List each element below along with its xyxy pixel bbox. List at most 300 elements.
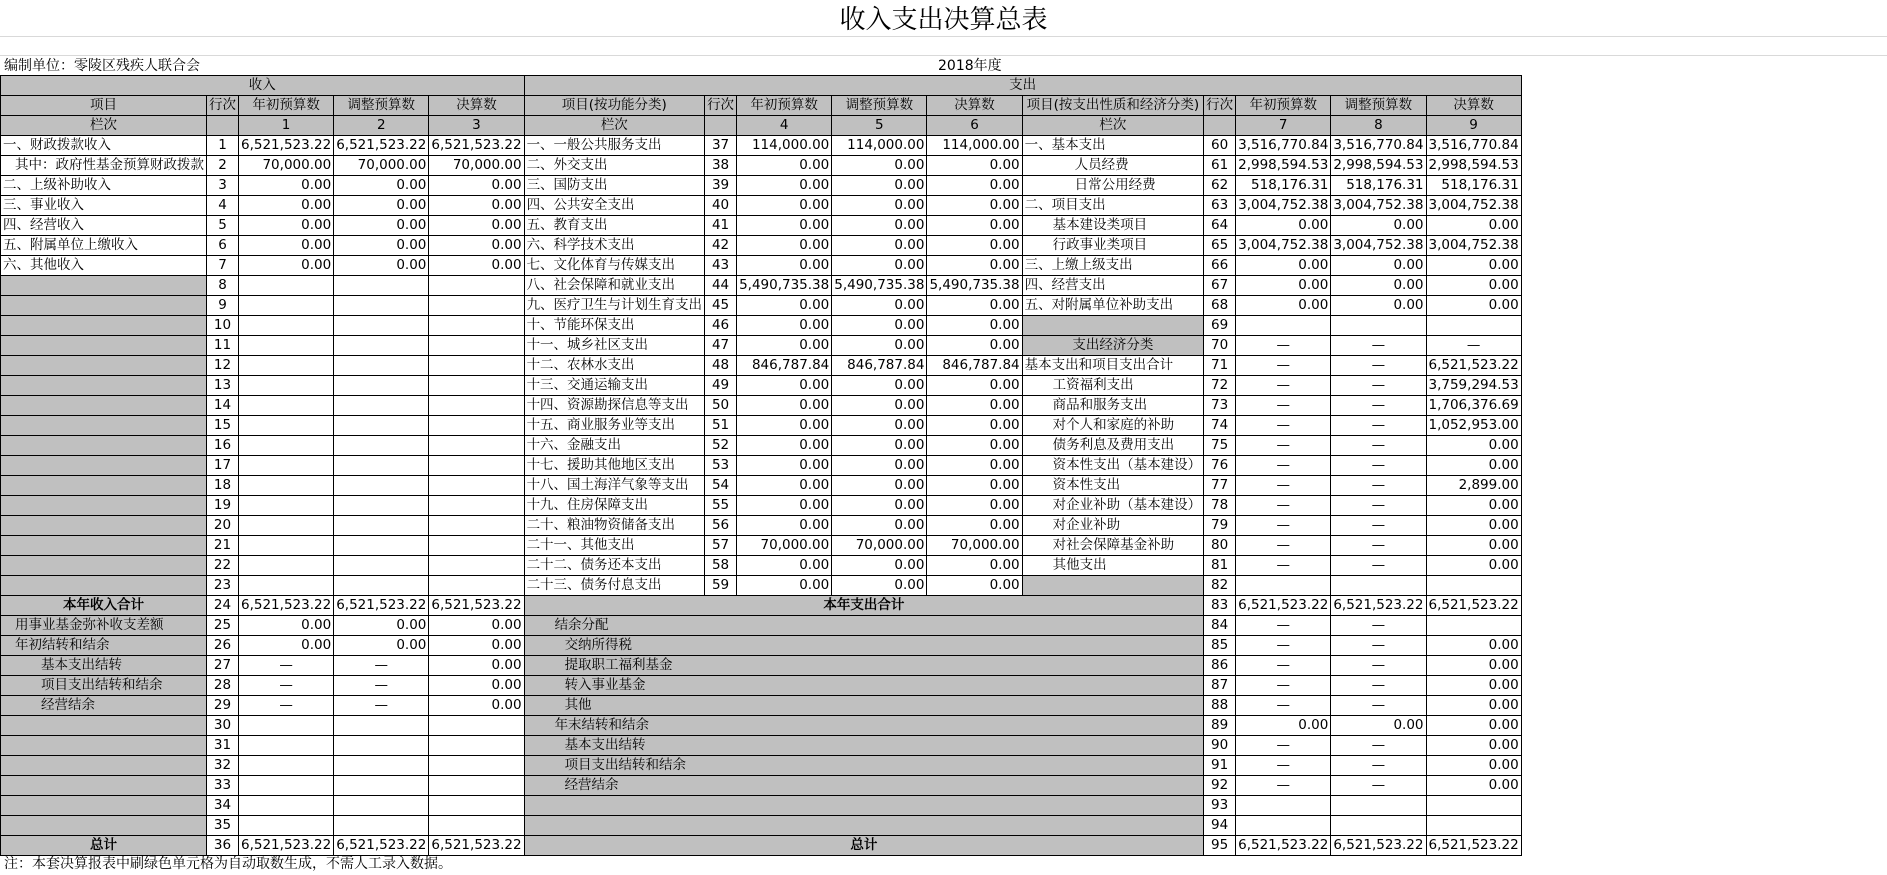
amount-cell: 0.00 [927, 336, 1022, 356]
amount-cell: — [1331, 516, 1426, 536]
table-row [1, 556, 1522, 576]
col-final: 决算数 [429, 96, 524, 116]
amount-cell: 0.00 [429, 656, 524, 676]
amount-cell: — [1331, 636, 1426, 656]
table-row [1, 676, 1522, 696]
col-row-blank [1204, 116, 1236, 136]
amount-cell [334, 436, 429, 456]
amount-cell [239, 716, 334, 736]
amount-cell: — [1331, 656, 1426, 676]
table-row [1, 176, 1522, 196]
row-number: 90 [1204, 736, 1236, 756]
amount-cell: — [1331, 556, 1426, 576]
row-number: 61 [1204, 156, 1236, 176]
item-cell [1, 376, 207, 396]
amount-cell: — [1236, 476, 1331, 496]
amount-cell: 0.00 [927, 456, 1022, 476]
col-budget-init: 年初预算数 [1236, 96, 1331, 116]
row-number: 88 [1204, 696, 1236, 716]
col-num: 2 [334, 116, 429, 136]
row-number: 60 [1204, 136, 1236, 156]
item-cell: 基本支出和项目支出合计 [1022, 356, 1204, 376]
amount-cell: 0.00 [832, 576, 927, 596]
item-cell: 二、上级补助收入 [1, 176, 207, 196]
col-row: 行次 [1204, 96, 1236, 116]
amount-cell: — [1236, 396, 1331, 416]
amount-cell: 0.00 [429, 696, 524, 716]
table-row [1, 136, 1522, 156]
amount-cell: 2,998,594.53 [1236, 156, 1331, 176]
amount-cell: 3,004,752.38 [1331, 236, 1426, 256]
row-number: 10 [207, 316, 239, 336]
amount-cell: 6,521,523.22 [239, 136, 334, 156]
item-cell [1, 276, 207, 296]
item-cell [1, 356, 207, 376]
row-number: 92 [1204, 776, 1236, 796]
col-final: 决算数 [1426, 96, 1521, 116]
amount-cell: 6,521,523.22 [1236, 596, 1331, 616]
item-cell [1, 316, 207, 336]
item-cell: 十、节能环保支出 [524, 316, 705, 336]
amount-cell [239, 436, 334, 456]
row-number: 27 [207, 656, 239, 676]
amount-cell: — [239, 696, 334, 716]
amount-cell: 3,516,770.84 [1236, 136, 1331, 156]
amount-cell: — [1236, 676, 1331, 696]
amount-cell: — [1236, 416, 1331, 436]
amount-cell: 6,521,523.22 [239, 836, 334, 856]
row-number: 48 [705, 356, 737, 376]
item-cell: 用事业基金弥补收支差额 [1, 616, 207, 636]
amount-cell [239, 796, 334, 816]
row-number: 2 [207, 156, 239, 176]
amount-cell: 114,000.00 [832, 136, 927, 156]
item-cell: 年初结转和结余 [1, 636, 207, 656]
amount-cell: 0.00 [334, 236, 429, 256]
item-cell: 工资福利支出 [1022, 376, 1204, 396]
amount-cell: 0.00 [429, 256, 524, 276]
amount-cell [429, 356, 524, 376]
amount-cell: 518,176.31 [1236, 176, 1331, 196]
report-year: 2018年度 [938, 58, 1002, 74]
amount-cell: 0.00 [737, 416, 832, 436]
item-cell [1, 476, 207, 496]
amount-cell: — [1331, 476, 1426, 496]
amount-cell [334, 336, 429, 356]
row-number: 50 [705, 396, 737, 416]
amount-cell: 0.00 [927, 516, 1022, 536]
col-label: 栏次 [1022, 116, 1204, 136]
amount-cell: — [1331, 436, 1426, 456]
col-row-blank [705, 116, 737, 136]
row-number: 57 [705, 536, 737, 556]
amount-cell [239, 516, 334, 536]
amount-cell: 0.00 [832, 556, 927, 576]
amount-cell: 846,787.84 [737, 356, 832, 376]
amount-cell: 0.00 [737, 516, 832, 536]
item-cell: 六、科学技术支出 [524, 236, 705, 256]
item-cell: 四、公共安全支出 [524, 196, 705, 216]
amount-cell [429, 316, 524, 336]
row-number: 66 [1204, 256, 1236, 276]
amount-cell: 0.00 [927, 256, 1022, 276]
item-cell: 商品和服务支出 [1022, 396, 1204, 416]
item-cell [1022, 316, 1204, 336]
table-row [1, 496, 1522, 516]
row-number: 24 [207, 596, 239, 616]
row-number: 41 [705, 216, 737, 236]
amount-cell: 0.00 [1426, 456, 1521, 476]
amount-cell [334, 796, 429, 816]
amount-cell: — [1331, 676, 1426, 696]
col-num: 7 [1236, 116, 1331, 136]
item-cell [1, 776, 207, 796]
amount-cell: 6,521,523.22 [334, 836, 429, 856]
table-row [1, 196, 1522, 216]
amount-cell: 114,000.00 [737, 136, 832, 156]
row-number: 91 [1204, 756, 1236, 776]
amount-cell: — [1236, 696, 1331, 716]
item-cell [1, 756, 207, 776]
amount-cell: 0.00 [832, 196, 927, 216]
amount-cell [239, 356, 334, 376]
row-number: 82 [1204, 576, 1236, 596]
row-number: 38 [705, 156, 737, 176]
report-title: 收入支出决算总表 [839, 5, 1048, 35]
col-num: 5 [832, 116, 927, 136]
amount-cell: 0.00 [737, 296, 832, 316]
amount-cell: — [1236, 636, 1331, 656]
item-cell: 提取职工福利基金 [524, 656, 1204, 676]
amount-cell: 0.00 [737, 236, 832, 256]
row-number: 73 [1204, 396, 1236, 416]
amount-cell [334, 736, 429, 756]
col-budget-init: 年初预算数 [239, 96, 334, 116]
amount-cell [1331, 796, 1426, 816]
amount-cell: 0.00 [737, 436, 832, 456]
amount-cell: 6,521,523.22 [334, 136, 429, 156]
amount-cell [429, 496, 524, 516]
table-row [1, 376, 1522, 396]
row-number: 22 [207, 556, 239, 576]
amount-cell: 0.00 [1426, 556, 1521, 576]
item-cell: 十一、城乡社区支出 [524, 336, 705, 356]
amount-cell: 0.00 [832, 436, 927, 456]
item-cell: 日常公用经费 [1022, 176, 1204, 196]
col-final: 决算数 [927, 96, 1022, 116]
item-cell: 四、经营收入 [1, 216, 207, 236]
item-cell: 支出经济分类 [1022, 336, 1204, 356]
amount-cell: 0.00 [1426, 536, 1521, 556]
amount-cell [1331, 816, 1426, 836]
amount-cell [239, 316, 334, 336]
amount-cell: 0.00 [927, 476, 1022, 496]
amount-cell: 0.00 [334, 196, 429, 216]
amount-cell [239, 376, 334, 396]
item-cell [1, 396, 207, 416]
amount-cell: 0.00 [737, 396, 832, 416]
amount-cell [429, 296, 524, 316]
row-number: 95 [1204, 836, 1236, 856]
col-row: 行次 [705, 96, 737, 116]
item-cell: 其他 [524, 696, 1204, 716]
amount-cell: 0.00 [832, 296, 927, 316]
row-number: 19 [207, 496, 239, 516]
amount-cell: 0.00 [1426, 436, 1521, 456]
item-cell: 三、事业收入 [1, 196, 207, 216]
amount-cell: 0.00 [927, 556, 1022, 576]
amount-cell: 0.00 [832, 216, 927, 236]
amount-cell [334, 276, 429, 296]
grand-income-label: 总计 [1, 836, 207, 856]
item-cell: 结余分配 [524, 616, 1204, 636]
col-num: 1 [239, 116, 334, 136]
amount-cell [1236, 316, 1331, 336]
amount-cell [239, 296, 334, 316]
item-cell [1, 816, 207, 836]
table-row [1, 236, 1522, 256]
row-number: 53 [705, 456, 737, 476]
amount-cell: 3,004,752.38 [1426, 236, 1521, 256]
amount-cell: 0.00 [737, 156, 832, 176]
item-cell [1, 336, 207, 356]
amount-cell: 0.00 [1426, 216, 1521, 236]
amount-cell: 0.00 [1426, 676, 1521, 696]
table-row [1, 516, 1522, 536]
row-number: 45 [705, 296, 737, 316]
item-cell: 十三、交通运输支出 [524, 376, 705, 396]
amount-cell: 0.00 [1331, 296, 1426, 316]
amount-cell [239, 556, 334, 576]
amount-cell [429, 456, 524, 476]
item-cell: 十五、商业服务业等支出 [524, 416, 705, 436]
total-income-label: 本年收入合计 [1, 596, 207, 616]
row-number: 69 [1204, 316, 1236, 336]
row-number: 1 [207, 136, 239, 156]
col-num: 9 [1426, 116, 1521, 136]
item-cell: 二十三、债务付息支出 [524, 576, 705, 596]
amount-cell: 0.00 [334, 636, 429, 656]
row-number: 3 [207, 176, 239, 196]
amount-cell: 2,899.00 [1426, 476, 1521, 496]
row-number: 32 [207, 756, 239, 776]
row-number: 31 [207, 736, 239, 756]
amount-cell: 0.00 [927, 396, 1022, 416]
row-number: 40 [705, 196, 737, 216]
amount-cell [1426, 576, 1521, 596]
amount-cell: 0.00 [927, 216, 1022, 236]
item-cell: 经营结余 [524, 776, 1204, 796]
row-number: 20 [207, 516, 239, 536]
amount-cell: 0.00 [239, 196, 334, 216]
amount-cell: 3,004,752.38 [1236, 236, 1331, 256]
item-cell [524, 816, 1204, 836]
col-item: 项目 [1, 96, 207, 116]
amount-cell: 1,052,953.00 [1426, 416, 1521, 436]
col-row: 行次 [207, 96, 239, 116]
amount-cell [334, 556, 429, 576]
amount-cell: 0.00 [429, 216, 524, 236]
amount-cell: 6,521,523.22 [1236, 836, 1331, 856]
item-cell: 基本支出结转 [1, 656, 207, 676]
amount-cell [239, 456, 334, 476]
item-cell: 十四、资源勘探信息等支出 [524, 396, 705, 416]
amount-cell: 6,521,523.22 [334, 596, 429, 616]
amount-cell: 5,490,735.38 [927, 276, 1022, 296]
table-row [1, 396, 1522, 416]
amount-cell: 0.00 [737, 476, 832, 496]
amount-cell: — [1236, 756, 1331, 776]
amount-cell: 0.00 [334, 176, 429, 196]
amount-cell: 6,521,523.22 [429, 136, 524, 156]
amount-cell: 0.00 [737, 456, 832, 476]
row-number: 47 [705, 336, 737, 356]
amount-cell: 0.00 [927, 156, 1022, 176]
amount-cell [239, 396, 334, 416]
amount-cell: 114,000.00 [927, 136, 1022, 156]
amount-cell: 0.00 [832, 336, 927, 356]
amount-cell [239, 336, 334, 356]
amount-cell: 0.00 [239, 176, 334, 196]
item-cell: 一、一般公共服务支出 [524, 136, 705, 156]
row-number: 74 [1204, 416, 1236, 436]
table-row [1, 616, 1522, 636]
row-number: 17 [207, 456, 239, 476]
table-row [1, 796, 1522, 816]
amount-cell [239, 276, 334, 296]
amount-cell: 0.00 [832, 176, 927, 196]
row-number: 16 [207, 436, 239, 456]
amount-cell [239, 496, 334, 516]
item-cell: 项目支出结转和结余 [1, 676, 207, 696]
amount-cell [429, 376, 524, 396]
row-number: 49 [705, 376, 737, 396]
amount-cell: 1,706,376.69 [1426, 396, 1521, 416]
row-number: 23 [207, 576, 239, 596]
amount-cell: 0.00 [1426, 496, 1521, 516]
amount-cell: — [1331, 536, 1426, 556]
item-cell: 十九、住房保障支出 [524, 496, 705, 516]
row-number: 14 [207, 396, 239, 416]
amount-cell: 846,787.84 [927, 356, 1022, 376]
item-cell: 十二、农林水支出 [524, 356, 705, 376]
amount-cell: 0.00 [1236, 256, 1331, 276]
item-cell: 资本性支出 [1022, 476, 1204, 496]
amount-cell: — [1236, 336, 1331, 356]
grand-expense-label: 总计 [524, 836, 1204, 856]
amount-cell: 0.00 [239, 616, 334, 636]
amount-cell: 846,787.84 [832, 356, 927, 376]
row-number: 11 [207, 336, 239, 356]
row-number: 58 [705, 556, 737, 576]
table-row [1, 656, 1522, 676]
row-number: 72 [1204, 376, 1236, 396]
amount-cell [1236, 576, 1331, 596]
item-cell [1, 516, 207, 536]
amount-cell: 0.00 [1236, 276, 1331, 296]
item-cell: 基本建设类项目 [1022, 216, 1204, 236]
amount-cell: 0.00 [1426, 296, 1521, 316]
row-number: 70 [1204, 336, 1236, 356]
amount-cell: 0.00 [832, 156, 927, 176]
amount-cell: — [1236, 736, 1331, 756]
item-cell: 债务利息及费用支出 [1022, 436, 1204, 456]
row-number: 86 [1204, 656, 1236, 676]
amount-cell: — [1331, 736, 1426, 756]
amount-cell [429, 476, 524, 496]
amount-cell: — [1426, 336, 1521, 356]
amount-cell: 6,521,523.22 [1426, 836, 1521, 856]
row-number: 51 [705, 416, 737, 436]
item-cell: 交纳所得税 [524, 636, 1204, 656]
total-expense-label: 本年支出合计 [524, 596, 1204, 616]
amount-cell: 0.00 [1236, 216, 1331, 236]
amount-cell: 0.00 [737, 256, 832, 276]
amount-cell: 0.00 [334, 216, 429, 236]
amount-cell [334, 716, 429, 736]
row-number: 94 [1204, 816, 1236, 836]
amount-cell: 0.00 [1331, 256, 1426, 276]
amount-cell: 0.00 [737, 176, 832, 196]
item-cell: 五、教育支出 [524, 216, 705, 236]
row-number: 5 [207, 216, 239, 236]
item-cell: 二十二、债务还本支出 [524, 556, 705, 576]
row-number: 46 [705, 316, 737, 336]
row-number: 59 [705, 576, 737, 596]
amount-cell: 6,521,523.22 [1426, 356, 1521, 376]
amount-cell: 0.00 [927, 436, 1022, 456]
amount-cell: — [1331, 696, 1426, 716]
amount-cell [334, 776, 429, 796]
amount-cell: 0.00 [334, 616, 429, 636]
amount-cell: 70,000.00 [737, 536, 832, 556]
amount-cell: 0.00 [429, 236, 524, 256]
amount-cell [334, 816, 429, 836]
row-number: 89 [1204, 716, 1236, 736]
row-number: 81 [1204, 556, 1236, 576]
amount-cell: 0.00 [737, 336, 832, 356]
amount-cell [239, 756, 334, 776]
item-cell: 人员经费 [1022, 156, 1204, 176]
item-cell: 对企业补助（基本建设） [1022, 496, 1204, 516]
amount-cell: — [334, 676, 429, 696]
amount-cell: — [1236, 376, 1331, 396]
col-row-blank [207, 116, 239, 136]
amount-cell: 0.00 [1426, 516, 1521, 536]
amount-cell [1426, 796, 1521, 816]
col-budget-init: 年初预算数 [737, 96, 832, 116]
amount-cell: — [239, 656, 334, 676]
amount-cell: 0.00 [239, 236, 334, 256]
table-row [1, 216, 1522, 236]
amount-cell [334, 476, 429, 496]
item-cell [524, 796, 1204, 816]
item-cell [1, 796, 207, 816]
amount-cell: — [334, 696, 429, 716]
row-number: 15 [207, 416, 239, 436]
row-number: 6 [207, 236, 239, 256]
row-number: 52 [705, 436, 737, 456]
amount-cell: 0.00 [239, 636, 334, 656]
row-number: 71 [1204, 356, 1236, 376]
amount-cell: 0.00 [927, 176, 1022, 196]
amount-cell: 0.00 [429, 676, 524, 696]
amount-cell [429, 756, 524, 776]
row-number: 63 [1204, 196, 1236, 216]
row-number: 76 [1204, 456, 1236, 476]
item-cell [1, 296, 207, 316]
amount-cell: — [1331, 776, 1426, 796]
